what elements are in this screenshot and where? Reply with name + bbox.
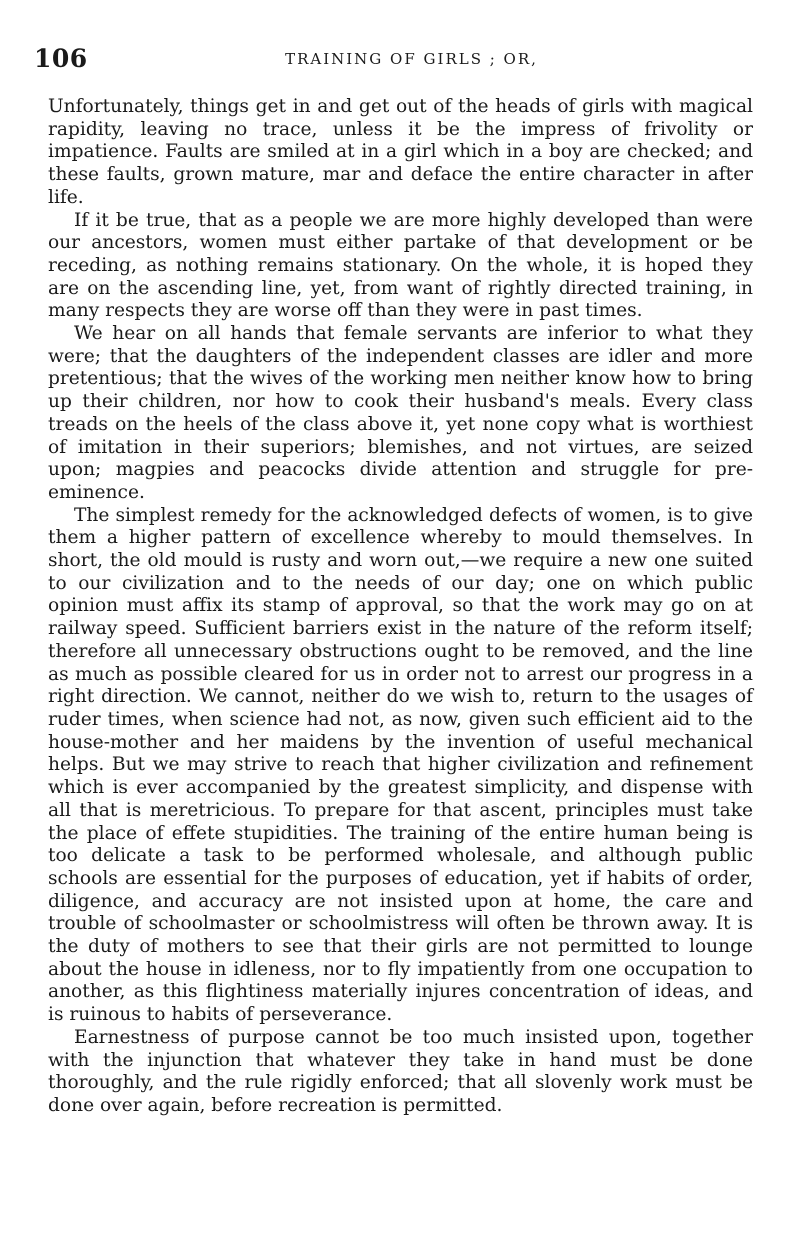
- paragraph-4: The simplest remedy for the acknowledged defects of women, is to give them a higher pattern of excellence whereby to mould themselves. In short, the old mould is rusty and worn out,—we require a new one suited to our civilization and to the needs of our day; one on which public opinion must affix its stamp of approval, so that the work may go on at railway speed. Sufficient barriers exist in the nature of the reform itself; therefore all unnecessary obstructions ought to be removed, and the line as much as possible cleared for us in order not to arrest our progress in a right direction. We cannot, neither do we wish to, return to the usages of ruder times, when science had not, as now, given such efficient aid to the house-mother and her maidens by the invention of useful mechanical helps. But we may strive to reach that higher civilization and refinement which is ever accompanied by the greatest simplicity, and dispense with all that is meretricious. To prepare for that ascent, principles must take the place of effete stupidities. The training of the entire human being is too delicate a task to be performed wholesale, and although public schools are essential for the purposes of education, yet if habits of order, diligence, and accuracy are not insisted upon at home, the care and trouble of schoolmaster or schoolmistress will often be thrown away. It is the duty of mothers to see that their girls are not permitted to lounge about the house in idleness, nor to fly impatiently from one occupation to another, as this flightiness materially injures concentration of ideas, and is ruinous to habits of perseverance.: [48, 504, 753, 1026]
- body-text: [48, 96, 753, 1118]
- paragraph-5: Earnestness of purpose cannot be too much insisted upon, together with the injunction that whatever they take in hand must be done thoroughly, and the rule rigidly enforced; that all slovenly work must be done over again, before recreation is permitted.: [48, 1026, 753, 1116]
- paragraph-3: We hear on all hands that female servants are inferior to what they were; that the daughters of the independent classes are idler and more pretentious; that the wives of the working men neither know how to bring up their children, nor how to cook their husband's meals. Every class treads on the heels of the class above it, yet none copy what is worthiest of imitation in their superiors; blemishes, and not virtues, are seized upon; magpies and peacocks divide attention and struggle for pre-eminence.: [48, 323, 753, 503]
- running-title: TRAINING OF GIRLS ; OR,: [285, 50, 538, 68]
- paragraph-1: Unfortunately, things get in and get out of the heads of girls with magical rapidity, leaving no trace, unless it be the impress of frivolity or impatience. Faults are smiled at in a girl which in a boy are checked; and these faults, grown mature, mar and deface the entire character in after life.: [48, 96, 753, 208]
- running-head: [34, 44, 749, 76]
- paragraph-2: If it be true, that as a people we are more highly developed than were our ancestors, women must either partake of that development or be receding, as nothing remains stationary. On the whole, it is hoped they are on the ascending line, yet, from want of rightly directed training, in many respects they are worse off than they were in past times.: [48, 209, 753, 322]
- page-number: 106: [34, 44, 88, 73]
